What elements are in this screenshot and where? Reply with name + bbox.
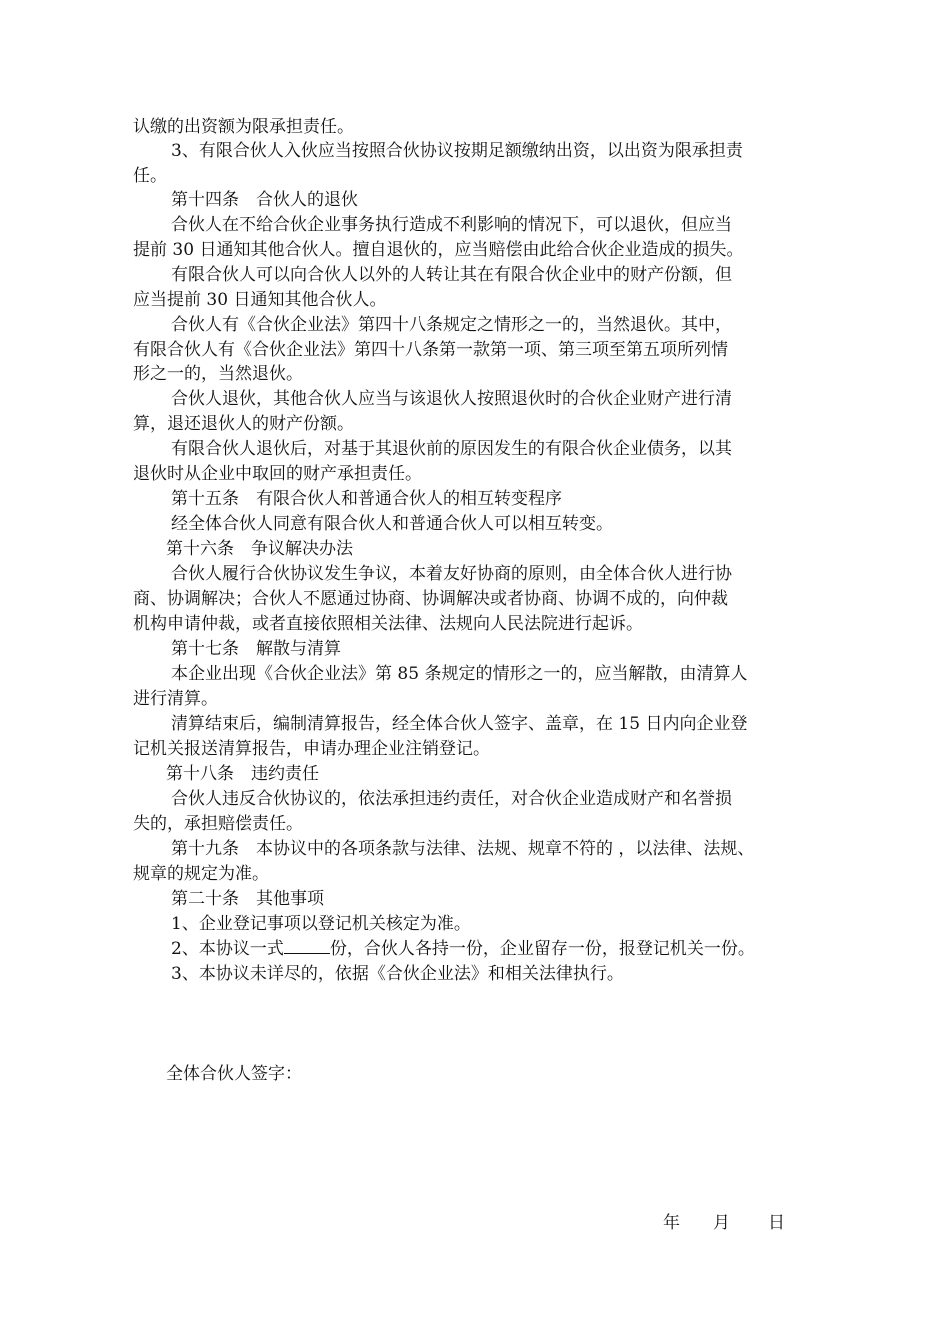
paragraph-line: 合伙人违反合伙协议的，依法承担违约责任，对合伙企业造成财产和名誉损 <box>171 789 732 809</box>
article-heading: 第十四条 合伙人的退伙 <box>171 190 358 210</box>
paragraph-line: 应当提前 30 日通知其他合伙人。 <box>133 290 387 310</box>
paragraph-line: 1、企业登记事项以登记机关核定为准。 <box>171 914 471 934</box>
paragraph-line: 3、有限合伙人入伙应当按照合伙协议按期足额缴纳出资，以出资为限承担责 <box>171 141 743 161</box>
paragraph-line: 本企业出现《合伙企业法》第 85 条规定的情形之一的，应当解散，由清算人 <box>171 664 748 684</box>
paragraph-line: 有限合伙人可以向合伙人以外的人转让其在有限合伙企业中的财产份额，但 <box>171 265 732 285</box>
article-heading: 第十八条 违约责任 <box>166 764 319 784</box>
paragraph-line: 合伙人履行合伙协议发生争议，本着友好协商的原则，由全体合伙人进行协 <box>171 564 732 584</box>
paragraph-line: 记机关报送清算报告，申请办理企业注销登记。 <box>133 739 490 759</box>
article-heading: 第十五条 有限合伙人和普通合伙人的相互转变程序 <box>171 489 562 509</box>
copies-line-before: 2、本协议一式 <box>171 939 284 959</box>
article-heading: 第十七条 解散与清算 <box>171 639 341 659</box>
paragraph-line: 合伙人在不给合伙企业事务执行造成不利影响的情况下，可以退伙，但应当 <box>171 215 732 235</box>
copies-line-after: 份，合伙人各持一份，企业留存一份，报登记机关一份。 <box>329 939 755 959</box>
paragraph-line: 商、协调解决；合伙人不愿通过协商、协调解决或者协商、协调不成的，向仲裁 <box>133 589 728 609</box>
article-heading: 第十六条 争议解决办法 <box>166 539 353 559</box>
date-year-label: 年 <box>663 1213 680 1233</box>
paragraph-line: 认缴的出资额为限承担责任。 <box>133 117 354 137</box>
paragraph-line: 失的，承担赔偿责任。 <box>133 814 303 834</box>
paragraph-line: 合伙人有《合伙企业法》第四十八条规定之情形之一的，当然退伙。其中， <box>171 315 732 335</box>
paragraph-line: 形之一的，当然退伙。 <box>133 364 303 384</box>
paragraph-line: 机构申请仲裁，或者直接依照相关法律、法规向人民法院进行起诉。 <box>133 614 643 634</box>
paragraph-line: 第十九条 本协议中的各项条款与法律、法规、规章不符的 ，以法律、法规、 <box>171 839 755 859</box>
paragraph-line: 规章的规定为准。 <box>133 864 269 884</box>
paragraph-line: 清算结束后，编制清算报告，经全体合伙人签字、盖章，在 15 日内向企业登 <box>171 714 748 734</box>
paragraph-line: 进行清算。 <box>133 689 218 709</box>
paragraph-line: 经全体合伙人同意有限合伙人和普通合伙人可以相互转变。 <box>171 514 613 534</box>
paragraph-line: 退伙时从企业中取回的财产承担责任。 <box>133 464 422 484</box>
paragraph-line: 3、本协议未详尽的，依据《合伙企业法》和相关法律执行。 <box>171 964 624 984</box>
paragraph-line: 有限合伙人有《合伙企业法》第四十八条第一款第一项、第三项至第五项所列情 <box>133 340 728 360</box>
date-month-label: 月 <box>713 1213 730 1233</box>
date-day-label: 日 <box>768 1213 785 1233</box>
copies-count-blank <box>284 939 330 954</box>
article-heading: 第二十条 其他事项 <box>171 889 324 909</box>
paragraph-line: 提前 30 日通知其他合伙人。擅自退伙的，应当赔偿由此给合伙企业造成的损失。 <box>133 240 744 260</box>
paragraph-line: 合伙人退伙，其他合伙人应当与该退伙人按照退伙时的合伙企业财产进行清 <box>171 389 732 409</box>
copies-line <box>171 937 755 961</box>
signature-label: 全体合伙人签字： <box>166 1064 302 1084</box>
paragraph-line: 任。 <box>133 166 167 186</box>
paragraph-line: 有限合伙人退伙后，对基于其退伙前的原因发生的有限合伙企业债务，以其 <box>171 439 732 459</box>
paragraph-line: 算，退还退伙人的财产份额。 <box>133 414 354 434</box>
